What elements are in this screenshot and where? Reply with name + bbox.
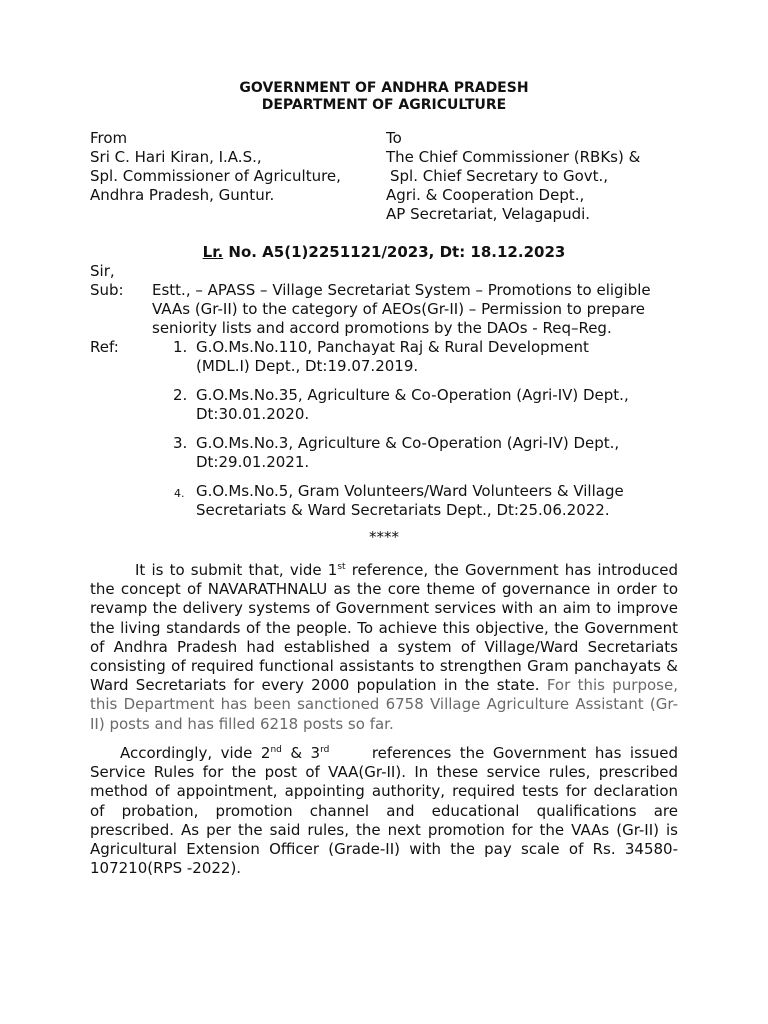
ref-line: G.O.Ms.No.35, Agriculture & Co-Operation (Agri-IV) Dept., [196,386,629,404]
subject-label: Sub: [90,281,124,299]
ref-line: Secretariats & Ward Secretariats Dept., Dt:25.06.2022. [196,501,610,519]
para2-superscript: nd [270,745,282,755]
from-line: Sri C. Hari Kiran, I.A.S., [90,148,262,166]
ref-number: 3. [173,434,188,452]
header-government: GOVERNMENT OF ANDHRA PRADESH [239,80,529,96]
para1-start: It is to submit that, vide 1 [135,561,338,579]
ref-number: 2. [173,386,188,404]
para1-body: reference, the Government has introduced the concept of NAVARATHNALU as the core theme of governance in order to revamp the delivery systems of Government services with an aim to improve the living standards of the people. To achieve this objective, the Government of Andhra Pradesh had established a system of Village/Ward Secretariats consisting of required functional assistants to strengthen Gram panchayats & Ward Secretariats for every 2000 population in the state. [90,561,678,695]
to-line: AP Secretariat, Velagapudi. [386,205,591,223]
ref-number: 1. [173,338,188,356]
subject-line: Estt., – APASS – Village Secretariat System – Promotions to eligible [152,281,651,299]
ref-line: Dt:30.01.2020. [196,405,310,423]
from-line: Andhra Pradesh, Guntur. [90,186,275,204]
letter-prefix: Lr. [202,243,224,261]
para2-body: references the Government has issued Service Rules for the post of VAA(Gr-II). In these service rules, prescribed method of appointment, appointing authority, required tests for declaration of probation, promotion channel and educational qualifications are prescribed. As per the said rules, the next promotion for the VAAs (Gr-II) is Agricultural Extension Officer (Grade-II) with the pay scale of Rs. 34580-107210(RPS -2022). [90,744,683,878]
para1-highlight: For this purpose, this Department has been sanctioned 6758 Village Agriculture Assistant (Gr-II) posts and has filled 6218 posts so far. [90,676,678,733]
letter-reference [0,243,768,261]
ref-label: Ref: [90,338,119,356]
body-paragraph-2 [90,744,683,878]
salutation: Sir, [90,262,115,280]
ref-line: G.O.Ms.No.5, Gram Volunteers/Ward Volunteers & Village [196,482,624,500]
to-line: Spl. Chief Secretary to Govt., [390,167,609,185]
letter-number: No. A5(1)2251121/2023, Dt: 18.12.2023 [228,243,566,261]
header-department: DEPARTMENT OF AGRICULTURE [261,97,507,113]
body-paragraph-1 [90,561,678,734]
from-line: Spl. Commissioner of Agriculture, [90,167,341,185]
subject-line: VAAs (Gr-II) to the category of AEOs(Gr-II) – Permission to prepare [152,300,645,318]
para2-start: Accordingly, vide 2 [120,744,271,762]
ref-line: G.O.Ms.No.110, Panchayat Raj & Rural Development [196,338,589,356]
to-label: To [386,129,402,147]
ref-line: Dt:29.01.2021. [196,453,310,471]
para2-mid: & 3 [281,744,321,762]
to-line: Agri. & Cooperation Dept., [386,186,585,204]
separator: **** [369,528,399,546]
subject-line: seniority lists and accord promotions by the DAOs - Req–Reg. [152,319,612,337]
ref-line: (MDL.I) Dept., Dt:19.07.2019. [196,357,419,375]
ref-number: 4. [174,487,185,500]
from-label: From [90,129,128,147]
ref-line: G.O.Ms.No.3, Agriculture & Co-Operation (Agri-IV) Dept., [196,434,620,452]
para2-superscript: rd [320,745,330,755]
to-line: The Chief Commissioner (RBKs) & [386,148,641,166]
para1-superscript: st [337,562,346,572]
